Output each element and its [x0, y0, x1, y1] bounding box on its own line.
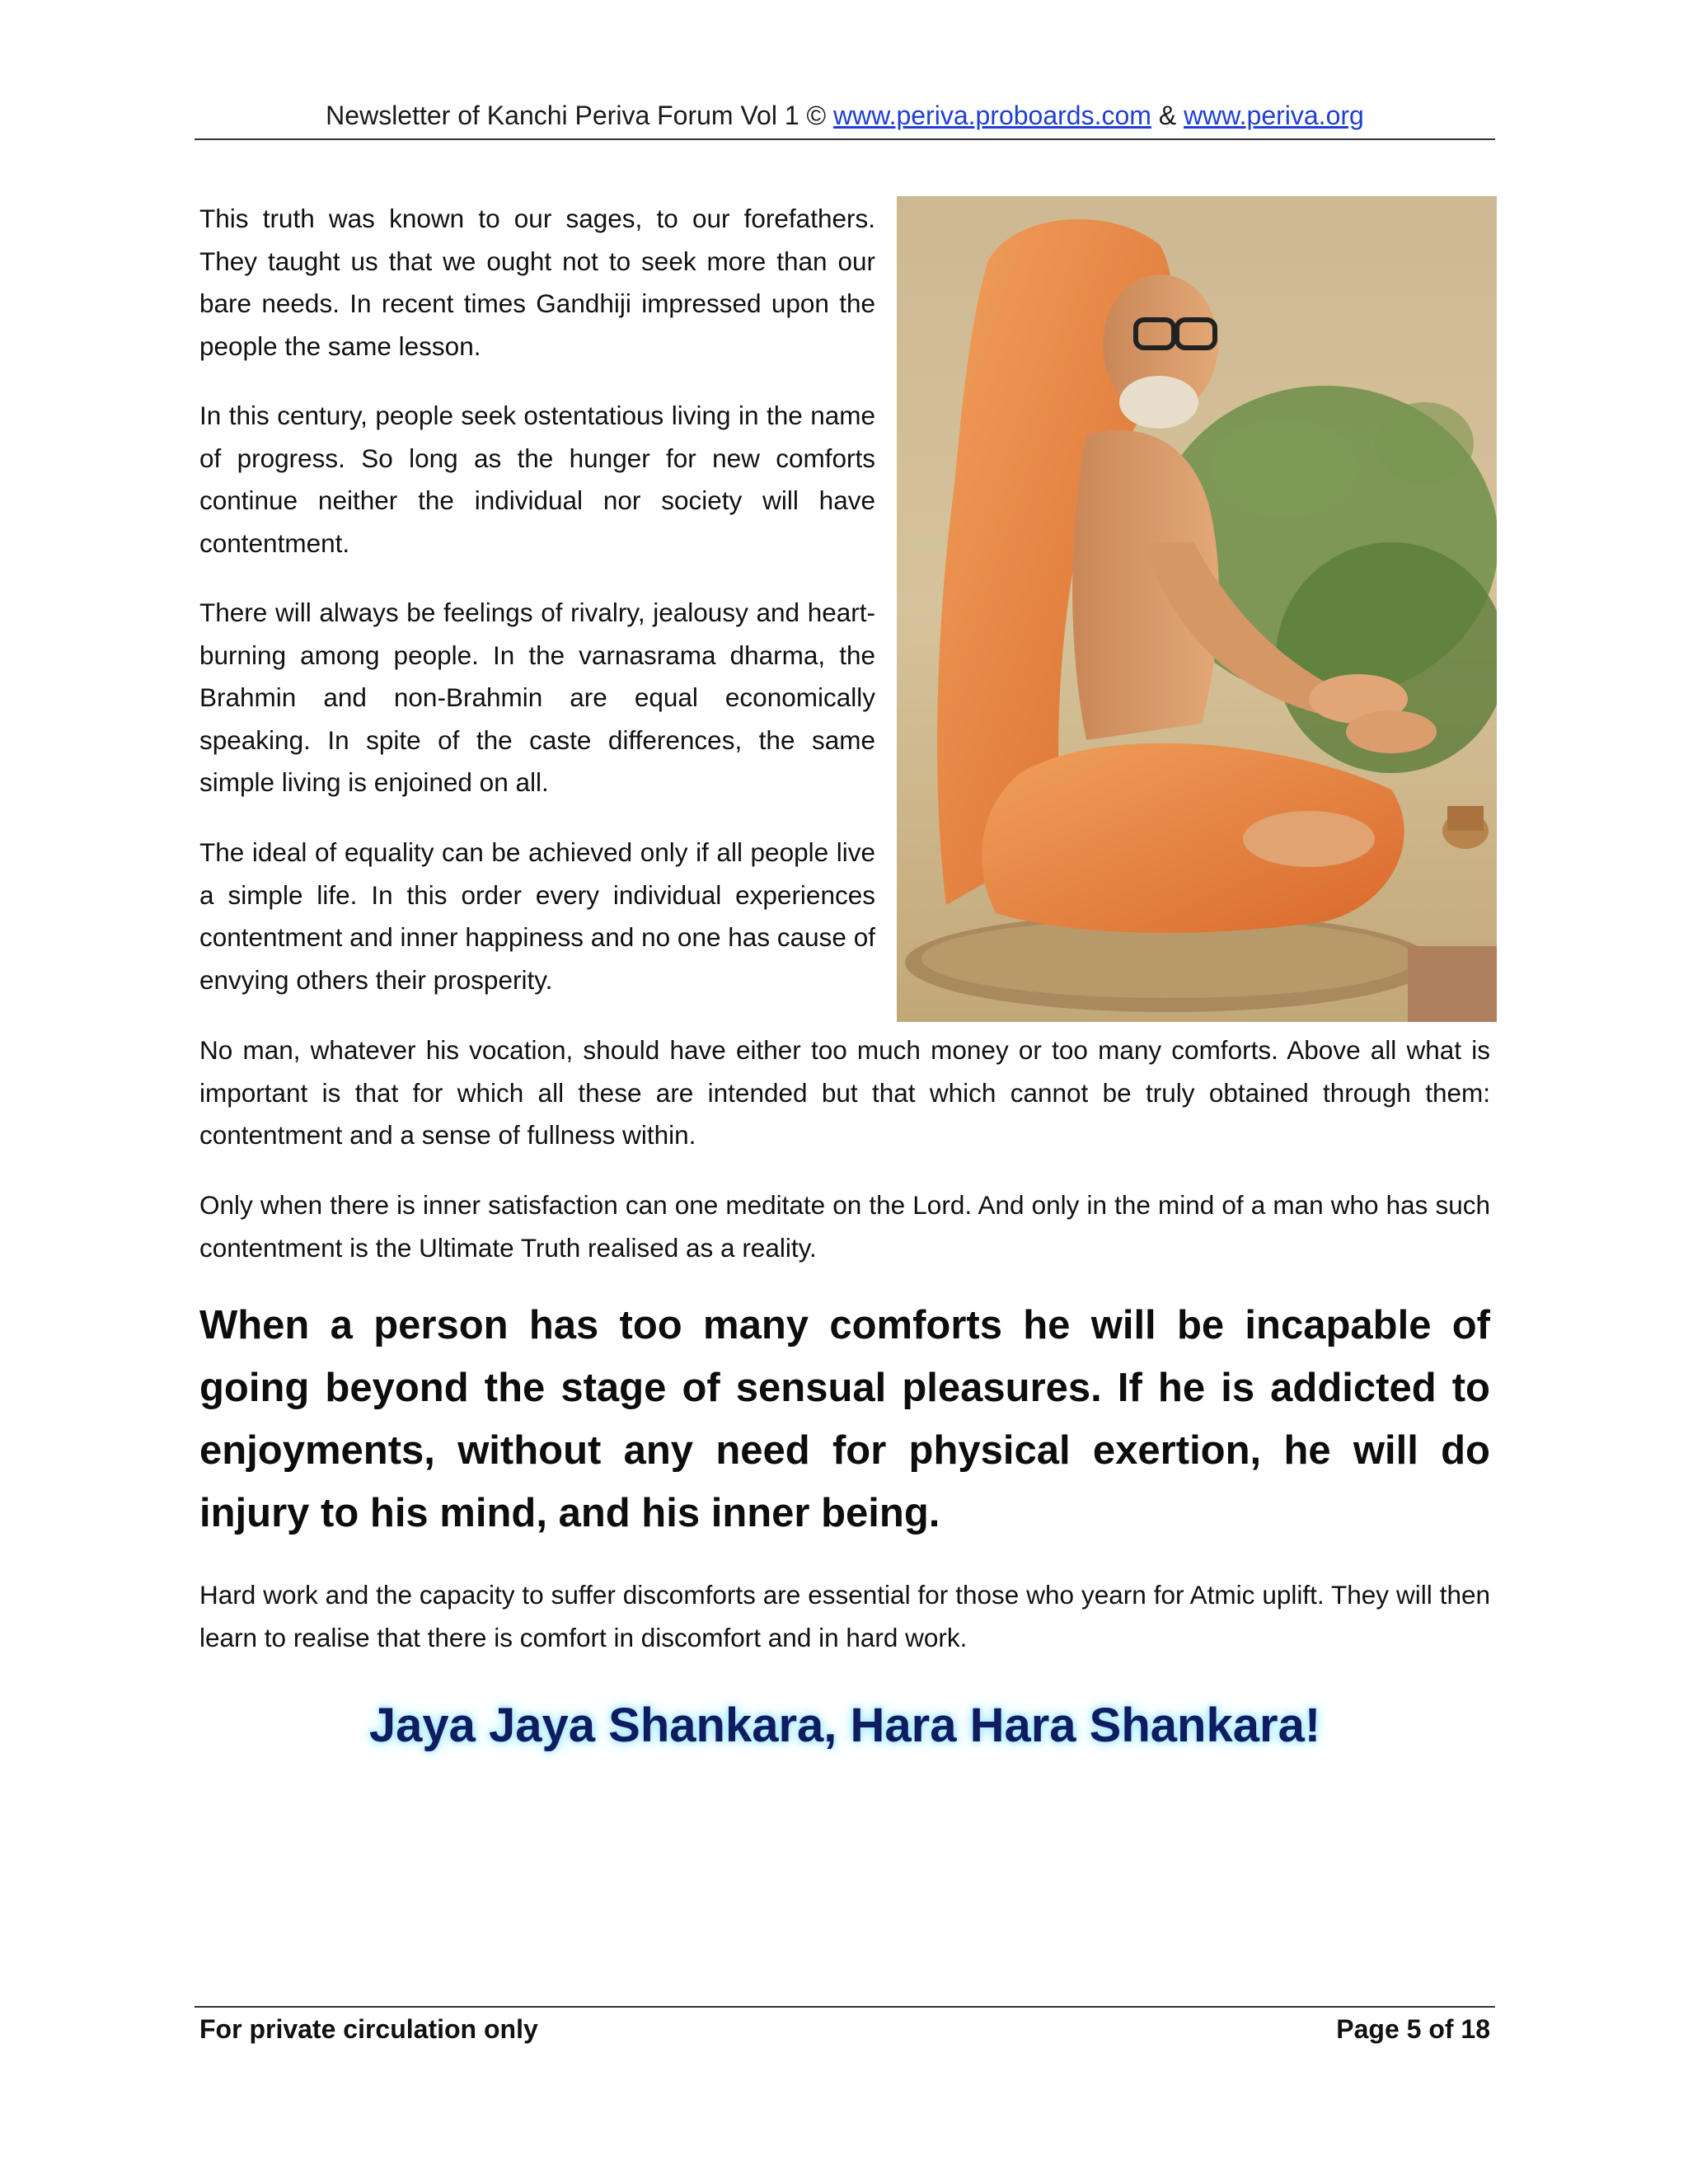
header-divider: [195, 138, 1495, 140]
header-title: Newsletter of Kanchi Periva Forum Vol 1 ©: [326, 101, 833, 130]
paragraph-century: In this century, people seek ostentatious living in the name of progress. So long as the hunger for new comforts continue neither the individual nor society will have contentment.: [199, 401, 875, 558]
paragraph-hard-work: Hard work and the capacity to suffer discomforts are essential for those who yearn for Atmic uplift. They will then learn to realise that there is comfort in discomfort and in hard work.: [199, 1580, 1490, 1652]
footer-divider: [195, 2006, 1495, 2008]
paragraph-equality: The ideal of equality can be achieved only if all people live a simple life. In this order every individual experiences contentment and inner happiness and no one has cause of envying others their prosperity.: [199, 837, 875, 995]
meditating-sage-photo: [897, 196, 1497, 1022]
page-number: Page 5 of 18: [1336, 2014, 1490, 2044]
periva-org-link[interactable]: www.periva.org: [1184, 101, 1364, 130]
footer-circulation-note: For private circulation only: [199, 2014, 538, 2044]
header-separator: &: [1151, 101, 1184, 130]
page-header: [195, 97, 1495, 134]
paragraph-sages: This truth was known to our sages, to our forefathers. They taught us that we ought not to seek more than our bare needs. In recent times Gandhiji impressed upon the people the same lesson.: [199, 204, 875, 361]
chant-heading: Jaya Jaya Shankara, Hara Hara Shankara!: [368, 1699, 1321, 1752]
highlight-quote: When a person has too many comforts he will be incapable of going beyond the stage of sensual pleasures. If he is addicted to enjoyments, without any need for physical exertion, he will do injury to his mind, and his inner being.: [199, 1303, 1490, 1535]
paragraph-inner-satisfaction: Only when there is inner satisfaction can one meditate on the Lord. And only in the mind of a man who has such contentment is the Ultimate Truth realised as a reality.: [199, 1190, 1490, 1263]
paragraph-vocation: No man, whatever his vocation, should have either too much money or too many comforts. Above all what is important is that for which all these are intended but that which cannot be truly obtained through them: contentment and a sense of fullness within.: [199, 1035, 1490, 1150]
paragraph-rivalry: There will always be feelings of rivalry, jealousy and heart-burning among people. In the varnasrama dharma, the Brahmin and non-Brahmin are equal economically speaking. In spite of the caste differences, the same simple living is enjoined on all.: [199, 598, 875, 797]
proboards-link[interactable]: www.periva.proboards.com: [833, 101, 1151, 130]
